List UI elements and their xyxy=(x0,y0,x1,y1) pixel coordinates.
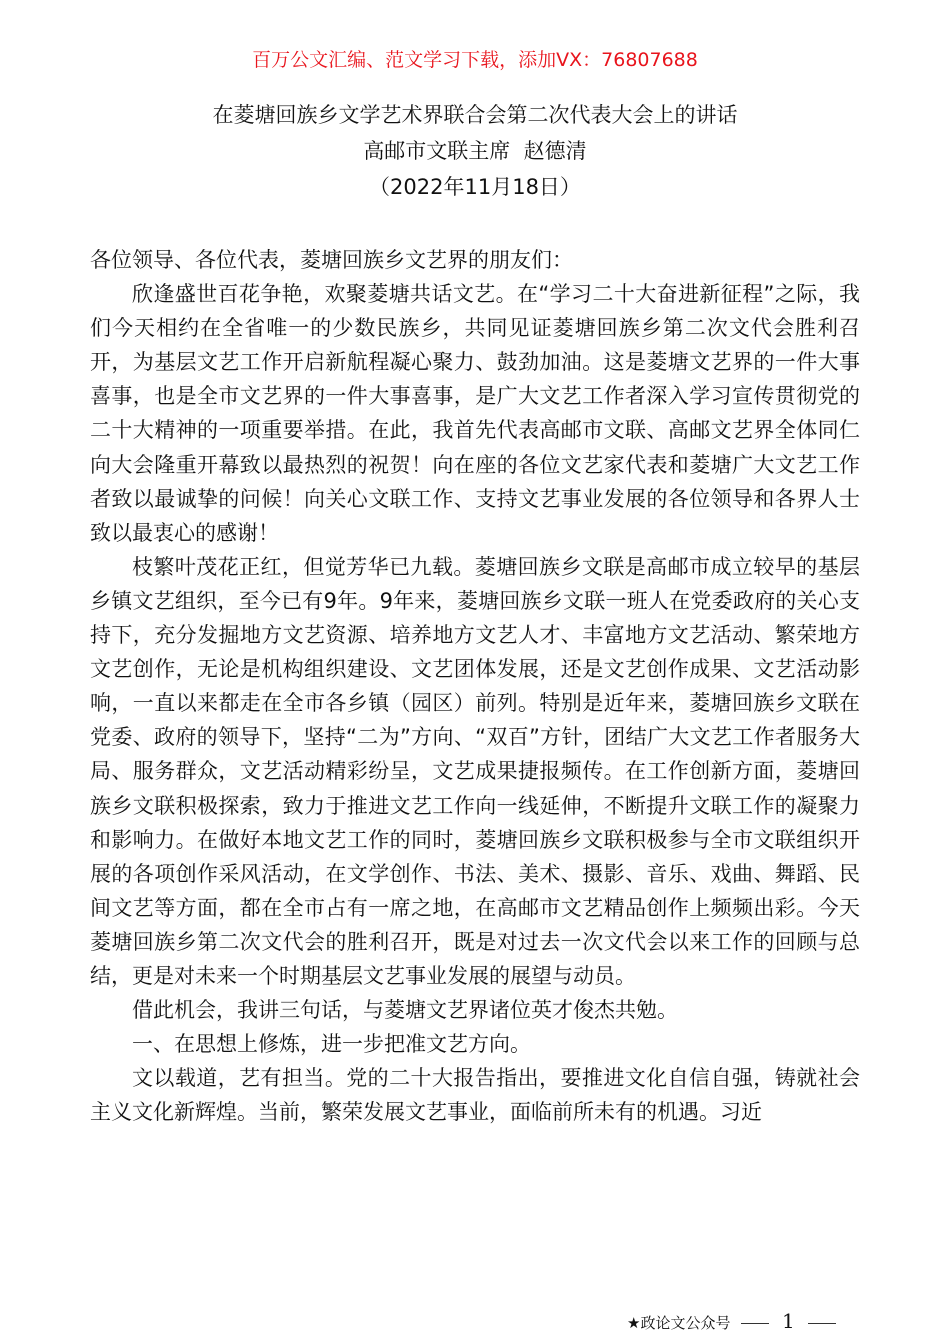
document-header xyxy=(0,97,950,205)
footer-dash-right xyxy=(808,1323,836,1324)
footer-dash-left xyxy=(741,1323,769,1324)
watermark-banner: 百万公文汇编、范文学习下载，添加VX：76807688 xyxy=(252,49,698,71)
document-title: 在菱塘回族乡文学艺术界联合会第二次代表大会上的讲话 xyxy=(212,103,738,127)
speech-date: （2022年11月18日） xyxy=(369,175,581,199)
section-heading-1: 一、在思想上修炼，进一步把准文艺方向。 xyxy=(132,1032,531,1057)
page-footer xyxy=(627,1309,842,1335)
paragraph-4: 文以载道，艺有担当。党的二十大报告指出，要推进文化自信自强，铸就社会主义文化新辉煌。当前，繁荣发展文艺事业，面临前所未有的机遇。习近 xyxy=(90,1066,860,1125)
footer-account-label: ★政论文公众号 xyxy=(627,1314,731,1332)
paragraph-3: 借此机会，我讲三句话，与菱塘文艺界诸位英才俊杰共勉。 xyxy=(132,998,678,1023)
paragraph-2: 枝繁叶茂花正红，但觉芳华已九载。菱塘回族乡文联是高邮市成立较早的基层乡镇文艺组织，至今已有9年。9年来，菱塘回族乡文联一班人在党委政府的关心支持下，充分发掘地方文艺资源、培养地方文艺人才、丰富地方文艺活动、繁荣地方文艺创作，无论是机构组织建设、文艺团体发展，还是文艺创作成果、文艺活动影响，一直以来都走在全市各乡镇（园区）前列。特别是近年来，菱塘回族乡文联在党委、政府的领导下，坚持“二为”方向、“双百”方针，团结广大文艺工作者服务大局、服务群众，文艺活动精彩纷呈，文艺成果捷报频传。在工作创新方面，菱塘回族乡文联积极探索，致力于推进文艺工作向一线延伸，不断提升文联工作的凝聚力和影响力。在做好本地文艺工作的同时，菱塘回族乡文联积极参与全市文联组织开展的各项创作采风活动，在文学创作、书法、美术、摄影、音乐、戏曲、舞蹈、民间文艺等方面，都在全市占有一席之地，在高邮市文艺精品创作上频频出彩。今天菱塘回族乡第二次文代会的胜利召开，既是对过去一次文代会以来工作的回顾与总结，更是对未来一个时期基层文艺事业发展的展望与动员。 xyxy=(90,554,860,988)
salutation: 各位领导、各位代表，菱塘回族乡文艺界的朋友们： xyxy=(90,248,573,272)
speaker-line: 高邮市文联主席 赵德清 xyxy=(363,139,587,163)
page-number: 1 xyxy=(782,1309,795,1333)
paragraph-1: 欣逢盛世百花争艳，欢聚菱塘共话文艺。在“学习二十大奋进新征程”之际，我们今天相约在全省唯一的少数民族乡，共同见证菱塘回族乡第二次文代会胜利召开，为基层文艺工作开启新航程凝心聚力、鼓劲加油。这是菱塘文艺界的一件大事喜事，也是全市文艺界的一件大事喜事，是广大文艺工作者深入学习宣传贯彻党的二十大精神的一项重要举措。在此，我首先代表高邮市文联、高邮文艺界全体同仁向大会隆重开幕致以最热烈的祝贺！向在座的各位文艺家代表和菱塘广大文艺工作者致以最诚挚的问候！向关心文联工作、支持文艺事业发展的各位领导和各界人士致以最衷心的感谢！ xyxy=(90,282,860,545)
speech-body xyxy=(90,243,860,1129)
